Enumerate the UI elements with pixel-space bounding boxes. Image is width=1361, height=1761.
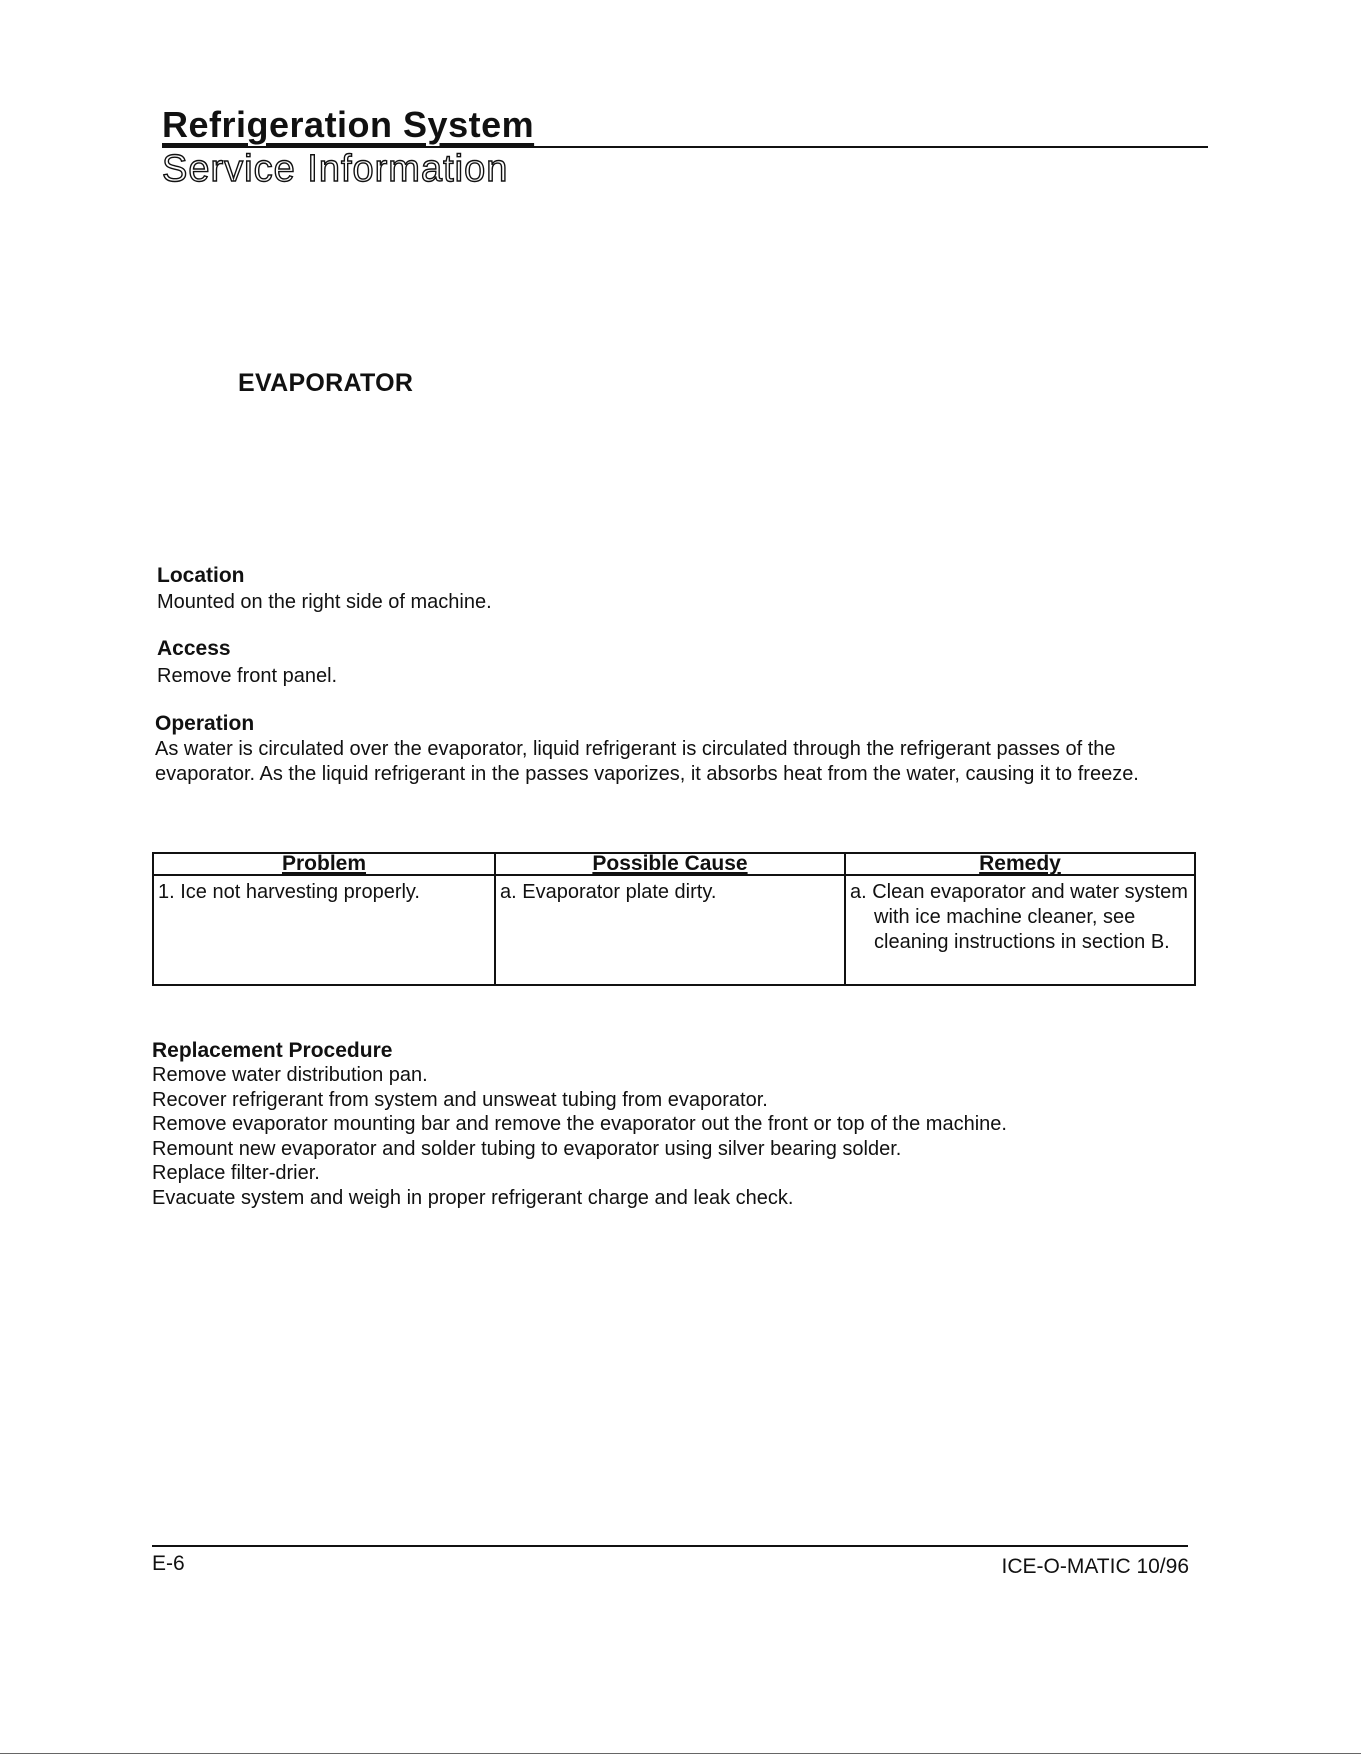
location-text: Mounted on the right side of machine. [157, 591, 492, 613]
cause-text: a. Evaporator plate dirty. [500, 881, 717, 903]
access-heading: Access [157, 637, 231, 660]
table-header-problem: Problem [153, 853, 495, 875]
footer-brand: ICE-O-MATIC 10/96 [1001, 1555, 1189, 1578]
access-text: Remove front panel. [157, 665, 338, 687]
list-item: Replace filter-drier. [152, 1162, 320, 1184]
page-number: E-6 [152, 1552, 185, 1575]
table-cell-remedy [845, 875, 1195, 985]
table-row [153, 875, 1195, 985]
table-header-cause: Possible Cause [495, 853, 845, 875]
replacement-steps [152, 1063, 1007, 1210]
operation-line: evaporator. As the liquid refrigerant in the passes vaporizes, it absorbs heat from the water, causing it to freeze. [155, 763, 1139, 785]
scan-edge [0, 1753, 1361, 1754]
location-heading: Location [157, 564, 245, 587]
section-header-subtitle: Service Information [162, 148, 509, 190]
table-cell-cause [495, 875, 845, 985]
operation-text [155, 737, 1139, 787]
remedy-text: a. Clean evaporator and water system with ice machine cleaner, see cleaning instructions in section B. [850, 881, 1188, 953]
table-header-remedy: Remedy [845, 853, 1195, 875]
list-item: Remove water distribution pan. [152, 1064, 428, 1086]
list-item: Evacuate system and weigh in proper refrigerant charge and leak check. [152, 1186, 794, 1209]
operation-heading: Operation [155, 712, 255, 735]
problem-text: 1. Ice not harvesting properly. [158, 881, 420, 903]
footer-rule [152, 1545, 1188, 1547]
list-item: Remove evaporator mounting bar and remove the evaporator out the front or top of the machine. [152, 1113, 1007, 1135]
table-cell-problem [153, 875, 495, 985]
list-item: Recover refrigerant from system and unsweat tubing from evaporator. [152, 1088, 768, 1111]
replacement-heading: Replacement Procedure [152, 1039, 393, 1062]
troubleshooting-table [152, 852, 1196, 986]
operation-line: As water is circulated over the evaporator, liquid refrigerant is circulated through the refrigerant passes of the [155, 738, 1116, 760]
section-header-title: Refrigeration System [162, 104, 535, 145]
component-title: EVAPORATOR [238, 369, 414, 397]
list-item: Remount new evaporator and solder tubing to evaporator using silver bearing solder. [152, 1137, 902, 1160]
